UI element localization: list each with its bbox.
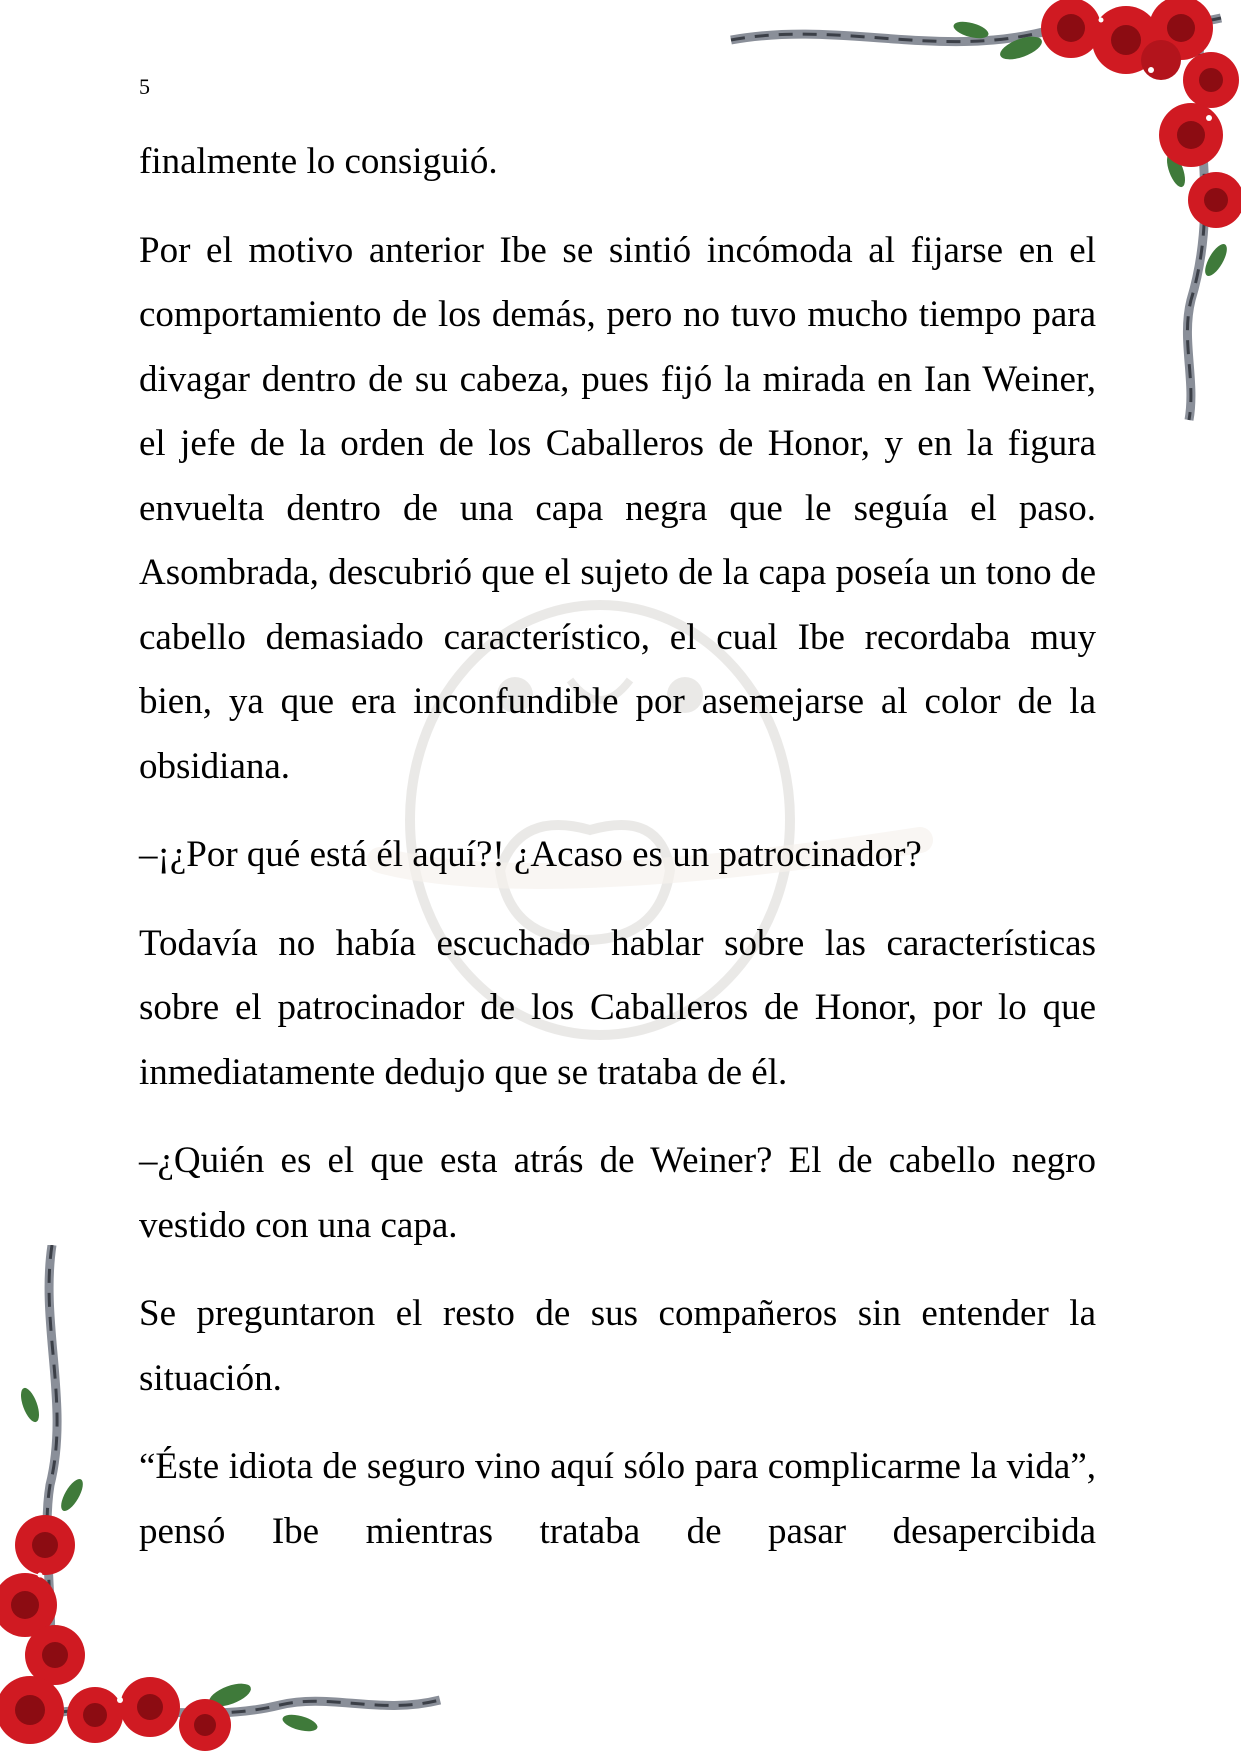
paragraph-7: “Éste idiota de seguro vino aquí sólo para complicarme la vida”, pensó Ibe mientras trataba de pasar desapercibida	[139, 1446, 1096, 1552]
body-text	[139, 130, 1096, 1588]
paragraph-1: finalmente lo consiguió.	[139, 141, 498, 182]
paragraph-3: –¡¿Por qué está él aquí?! ¿Acaso es un patrocinador?	[139, 834, 922, 875]
paragraph-6: Se preguntaron el resto de sus compañeros sin entender la situación.	[139, 1293, 1096, 1399]
paragraph-2: Por el motivo anterior Ibe se sintió incómoda al fijarse en el comportamiento de los demás, pero no tuvo mucho tiempo para divagar dentro de su cabeza, pues fijó la mirada en Ian Weiner, el jefe de la orden de los Caballeros de Honor, y en la figura envuelta dentro de una capa negra que le seguía el paso. Asombrada, descubrió que el sujeto de la capa poseía un tono de cabello demasiado característico, el cual Ibe recordaba muy bien, ya que era inconfundible por asemejarse al color de la obsidiana.	[139, 229, 1096, 787]
paragraph-4: Todavía no había escuchado hablar sobre las características sobre el patrocinador de los Caballeros de Honor, por lo que inmediatamente dedujo que se trataba de él.	[139, 922, 1096, 1093]
page-number: 5	[139, 74, 150, 99]
paragraph-5: –¿Quién es el que esta atrás de Weiner? El de cabello negro vestido con una capa.	[139, 1140, 1096, 1246]
